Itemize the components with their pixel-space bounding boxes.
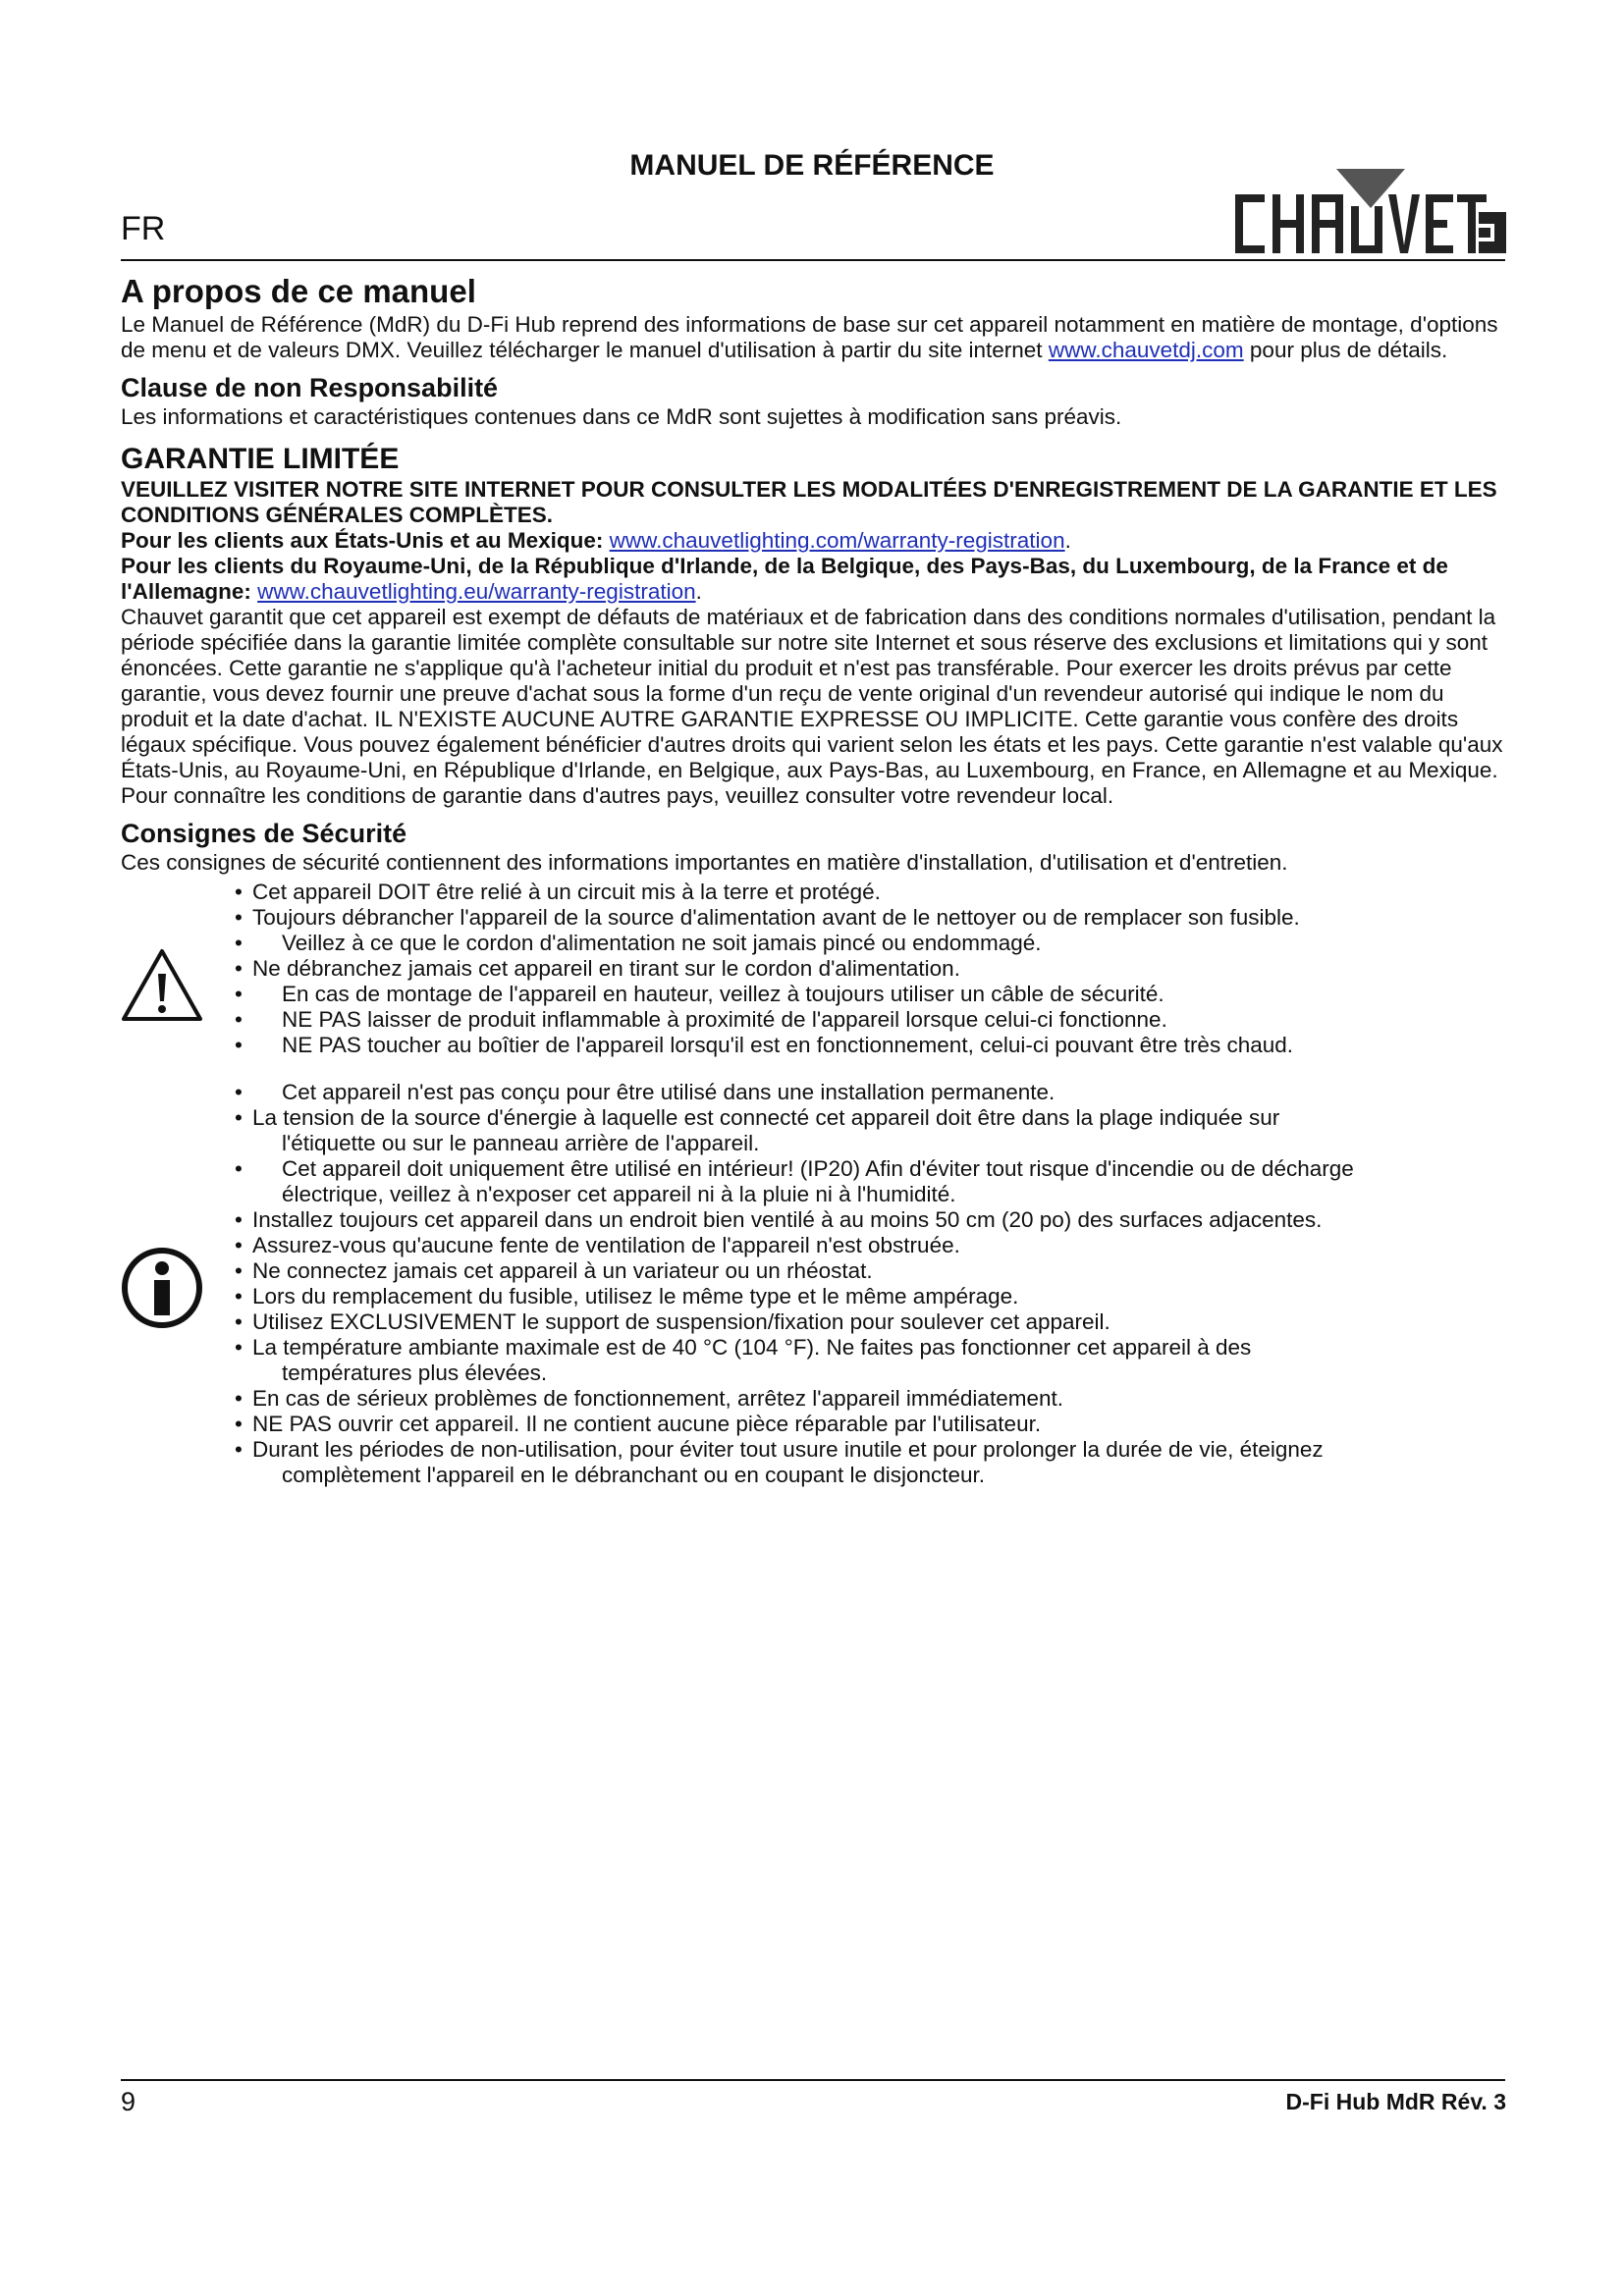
language-code: FR xyxy=(121,210,166,247)
about-heading: A propos de ce manuel xyxy=(121,273,476,309)
chauvetdj-link[interactable]: www.chauvetdj.com xyxy=(1048,338,1244,362)
disclaimer-text: Les informations et caractéristiques contenues dans ce MdR sont sujettes à modification sans préavis. xyxy=(121,404,1122,429)
page-number: 9 xyxy=(121,2087,136,2116)
warranty-eu-link[interactable]: www.chauvetlighting.eu/warranty-registration xyxy=(257,579,696,604)
list-item: • Lors du remplacement du fusible, utilisez le même type et le même ampérage. xyxy=(235,1284,1507,1309)
chauvet-dj-logo xyxy=(1235,147,1506,261)
safety-heading: Consignes de Sécurité xyxy=(121,819,407,848)
warranty-us-link[interactable]: www.chauvetlighting.com/warranty-registration xyxy=(609,528,1065,553)
about-text: Le Manuel de Référence (MdR) du D-Fi Hub reprend des informations de base sur cet appareil notamment en matière de montage, d'options de menu et de valeurs DMX. Veuillez télécharger le manuel d'utilisation à partir du site internet www.chauvetdj.com pour plus de détails. xyxy=(121,312,1498,362)
header-rule xyxy=(121,259,1505,261)
warning-list xyxy=(121,880,1507,1058)
list-item: • En cas de sérieux problèmes de fonctionnement, arrêtez l'appareil immédiatement. xyxy=(235,1386,1507,1412)
list-item: • En cas de montage de l'appareil en hauteur, veillez à toujours utiliser un câble de sécurité. xyxy=(235,982,1507,1007)
document-id: D-Fi Hub MdR Rév. 3 xyxy=(1285,2089,1506,2114)
list-item: • La tension de la source d'énergie à laquelle est connecté cet appareil doit être dans la plage indiquée sur l'étiquette ou sur le panneau arrière de l'appareil. xyxy=(235,1105,1507,1156)
page-content xyxy=(121,271,1507,1488)
list-item: • Toujours débrancher l'appareil de la source d'alimentation avant de le nettoyer ou de remplacer son fusible. xyxy=(235,905,1507,931)
list-item: • Cet appareil n'est pas conçu pour être utilisé dans une installation permanente. xyxy=(235,1080,1507,1105)
list-item: • La température ambiante maximale est de 40 °C (104 °F). Ne faites pas fonctionner cet appareil à des températures plus élevées. xyxy=(235,1335,1507,1386)
footer-rule xyxy=(121,2079,1505,2081)
safety-intro: Ces consignes de sécurité contiennent des informations importantes en matière d'installation, d'utilisation et d'entretien. xyxy=(121,850,1288,875)
list-item: • Ne connectez jamais cet appareil à un variateur ou un rhéostat. xyxy=(235,1258,1507,1284)
list-item: • NE PAS toucher au boîtier de l'appareil lorsqu'il est en fonctionnement, celui-ci pouvant être très chaud. xyxy=(235,1033,1507,1058)
info-list xyxy=(121,1080,1507,1488)
page-header-title: MANUEL DE RÉFÉRENCE xyxy=(629,149,995,182)
list-item: • Cet appareil doit uniquement être utilisé en intérieur! (IP20) Afin d'éviter tout risque d'incendie ou de décharge électrique, veillez à n'exposer cet appareil ni à la pluie ni à l'humidité. xyxy=(235,1156,1507,1207)
warranty-heading: GARANTIE LIMITÉE xyxy=(121,443,400,475)
list-item: • Assurez-vous qu'aucune fente de ventilation de l'appareil n'est obstruée. xyxy=(235,1233,1507,1258)
list-item: • Ne débranchez jamais cet appareil en tirant sur le cordon d'alimentation. xyxy=(235,956,1507,982)
warranty-notice: VEUILLEZ VISITER NOTRE SITE INTERNET POUR CONSULTER LES MODALITÉES D'ENREGISTREMENT DE LA GARANTIE ET LES CONDITIONS GÉNÉRALES COMPLÈTES. xyxy=(121,477,1497,527)
warning-group xyxy=(121,880,1507,1058)
disclaimer-heading: Clause de non Responsabilité xyxy=(121,373,499,402)
warranty-body: Chauvet garantit que cet appareil est exempt de défauts de matériaux et de fabrication dans des conditions normales d'utilisation, pendant la période spécifiée dans la garantie limitée complète consultable sur notre site Internet et sous réserve des exclusions et limitations qui y sont énoncées. Cette garantie ne s'applique qu'à l'acheteur initial du produit et n'est pas transférable. Pour exercer les droits prévus par cette garantie, vous devez fournir une preuve d'achat sous la forme d'un reçu de vente original d'un revendeur autorisé qui indique le nom du produit et la date d'achat. IL N'EXISTE AUCUNE AUTRE GARANTIE EXPRESSE OU IMPLICITE. Cette garantie vous confère des droits légaux spécifique. Vous pouvez également bénéficier d'autres droits qui varient selon les états et les pays. Cette garantie n'est valable qu'aux États-Unis, au Royaume-Uni, en République d'Irlande, en Belgique, aux Pays-Bas, au Luxembourg, en France, en Allemagne et au Mexique. Pour connaître les conditions de garantie dans d'autres pays, veuillez consulter votre revendeur local. xyxy=(121,605,1503,808)
warranty-eu: Pour les clients du Royaume-Uni, de la République d'Irlande, de la Belgique, des Pays-Bas, du Luxembourg, de la France et de l'Allemagne: www.chauvetlighting.eu/warranty-registration. xyxy=(121,554,1448,604)
warning-triangle-icon xyxy=(121,948,203,1023)
list-item: • NE PAS laisser de produit inflammable à proximité de l'appareil lorsque celui-ci fonctionne. xyxy=(235,1007,1507,1033)
list-item: • Veillez à ce que le cordon d'alimentation ne soit jamais pincé ou endommagé. xyxy=(235,931,1507,956)
list-item: • Cet appareil DOIT être relié à un circuit mis à la terre et protégé. xyxy=(235,880,1507,905)
info-icon xyxy=(121,1247,203,1329)
list-item: • Durant les périodes de non-utilisation, pour éviter tout usure inutile et pour prolonger la durée de vie, éteignez complètement l'appareil en le débranchant ou en coupant le disjoncteur. xyxy=(235,1437,1507,1488)
list-item: • Installez toujours cet appareil dans un endroit bien ventilé à au moins 50 cm (20 po) des surfaces adjacentes. xyxy=(235,1207,1507,1233)
warranty-us: Pour les clients aux États-Unis et au Mexique: www.chauvetlighting.com/warranty-registration. xyxy=(121,528,1071,553)
list-item: • Utilisez EXCLUSIVEMENT le support de suspension/fixation pour soulever cet appareil. xyxy=(235,1309,1507,1335)
list-item: • NE PAS ouvrir cet appareil. Il ne contient aucune pièce réparable par l'utilisateur. xyxy=(235,1412,1507,1437)
info-group xyxy=(121,1080,1507,1488)
